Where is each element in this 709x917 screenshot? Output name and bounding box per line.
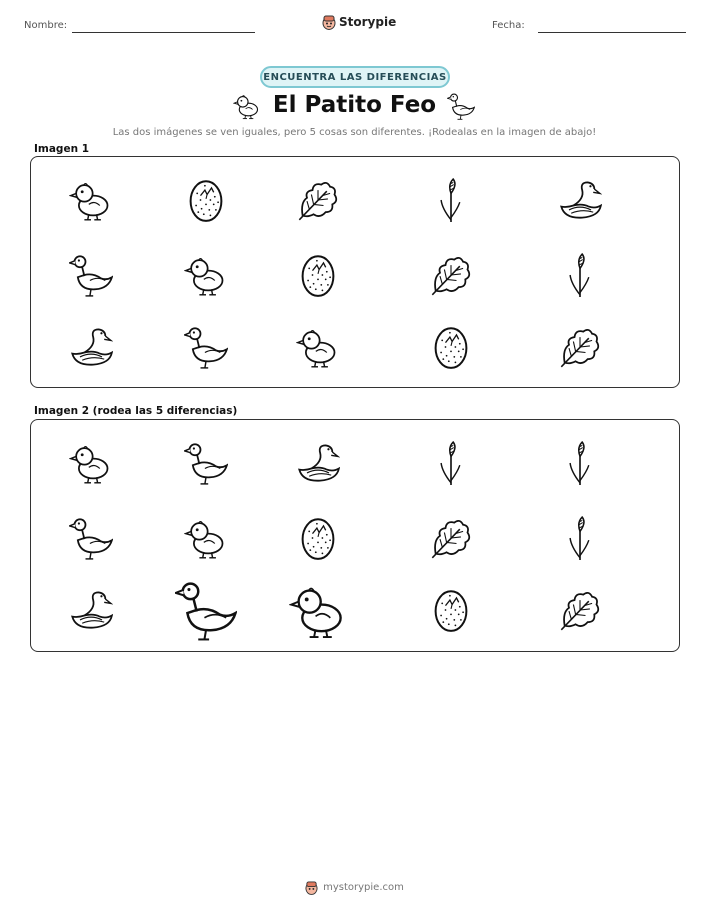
grid-cell[interactable] xyxy=(558,516,602,560)
duck-icon xyxy=(184,441,228,485)
leaf-icon xyxy=(429,516,473,560)
grid-cell xyxy=(184,253,228,297)
grid-cell[interactable] xyxy=(429,441,473,485)
egg-icon xyxy=(296,253,340,297)
duckling-icon xyxy=(69,441,113,485)
egg-icon xyxy=(429,325,473,369)
reed-icon xyxy=(429,441,473,485)
reed-icon xyxy=(558,441,602,485)
image2-panel[interactable] xyxy=(30,419,680,652)
grid-cell[interactable] xyxy=(184,516,228,560)
grid-cell xyxy=(429,178,473,222)
name-label: Nombre: xyxy=(24,20,68,31)
duck-icon xyxy=(175,579,237,641)
grid-cell xyxy=(296,178,340,222)
egg-icon xyxy=(184,178,228,222)
image1-panel xyxy=(30,156,680,388)
storypie-mascot-icon xyxy=(322,14,336,30)
duckling-icon xyxy=(184,253,228,297)
leaf-icon xyxy=(429,253,473,297)
date-field[interactable] xyxy=(538,32,686,33)
instructions: Las dos imágenes se ven iguales, pero 5 cosas son diferentes. ¡Rodealas en la imagen de abajo! xyxy=(112,127,597,138)
reed-icon xyxy=(558,516,602,560)
grid-cell xyxy=(296,325,340,369)
grid-cell xyxy=(69,178,113,222)
grid-cell xyxy=(558,325,602,369)
grid-cell[interactable] xyxy=(289,581,348,640)
swan-icon xyxy=(69,588,113,632)
grid-cell[interactable] xyxy=(69,516,113,560)
brand-logo xyxy=(322,14,396,30)
grid-cell[interactable] xyxy=(558,588,602,632)
duck-icon xyxy=(447,92,475,120)
image2-label: Imagen 2 (rodea las 5 diferencias) xyxy=(34,405,238,417)
grid-cell[interactable] xyxy=(175,579,237,641)
grid-cell xyxy=(69,325,113,369)
egg-icon xyxy=(296,516,340,560)
duck-icon xyxy=(184,325,228,369)
find-differences-badge: ENCUENTRA LAS DIFERENCIAS xyxy=(260,66,450,88)
grid-cell[interactable] xyxy=(429,516,473,560)
grid-cell xyxy=(184,325,228,369)
grid-cell xyxy=(429,325,473,369)
duckling-icon xyxy=(296,325,340,369)
footer-url[interactable]: mystorypie.com xyxy=(323,882,404,893)
grid-cell[interactable] xyxy=(429,588,473,632)
duck-icon xyxy=(69,253,113,297)
grid-cell[interactable] xyxy=(296,441,340,485)
duckling-icon xyxy=(289,581,348,640)
grid-cell xyxy=(558,178,602,222)
swan-icon xyxy=(69,325,113,369)
date-label: Fecha: xyxy=(492,20,525,31)
duck-icon xyxy=(69,516,113,560)
grid-cell xyxy=(69,253,113,297)
leaf-icon xyxy=(296,178,340,222)
page-title: El Patito Feo xyxy=(272,92,437,118)
brand-name: Storypie xyxy=(339,15,397,29)
leaf-icon xyxy=(558,588,602,632)
grid-cell xyxy=(184,178,228,222)
grid-cell[interactable] xyxy=(558,441,602,485)
grid-cell[interactable] xyxy=(184,441,228,485)
name-field[interactable] xyxy=(72,32,255,33)
footer xyxy=(0,880,709,895)
swan-icon xyxy=(296,441,340,485)
duckling-icon xyxy=(184,516,228,560)
grid-cell[interactable] xyxy=(69,588,113,632)
swan-icon xyxy=(558,178,602,222)
duckling-icon xyxy=(69,178,113,222)
reed-icon xyxy=(558,253,602,297)
egg-icon xyxy=(429,588,473,632)
storypie-mascot-icon xyxy=(305,880,318,895)
grid-cell xyxy=(296,253,340,297)
image1-label: Imagen 1 xyxy=(34,143,90,155)
reed-icon xyxy=(429,178,473,222)
leaf-icon xyxy=(558,325,602,369)
grid-cell[interactable] xyxy=(296,516,340,560)
grid-cell xyxy=(429,253,473,297)
grid-cell xyxy=(558,253,602,297)
grid-cell[interactable] xyxy=(69,441,113,485)
